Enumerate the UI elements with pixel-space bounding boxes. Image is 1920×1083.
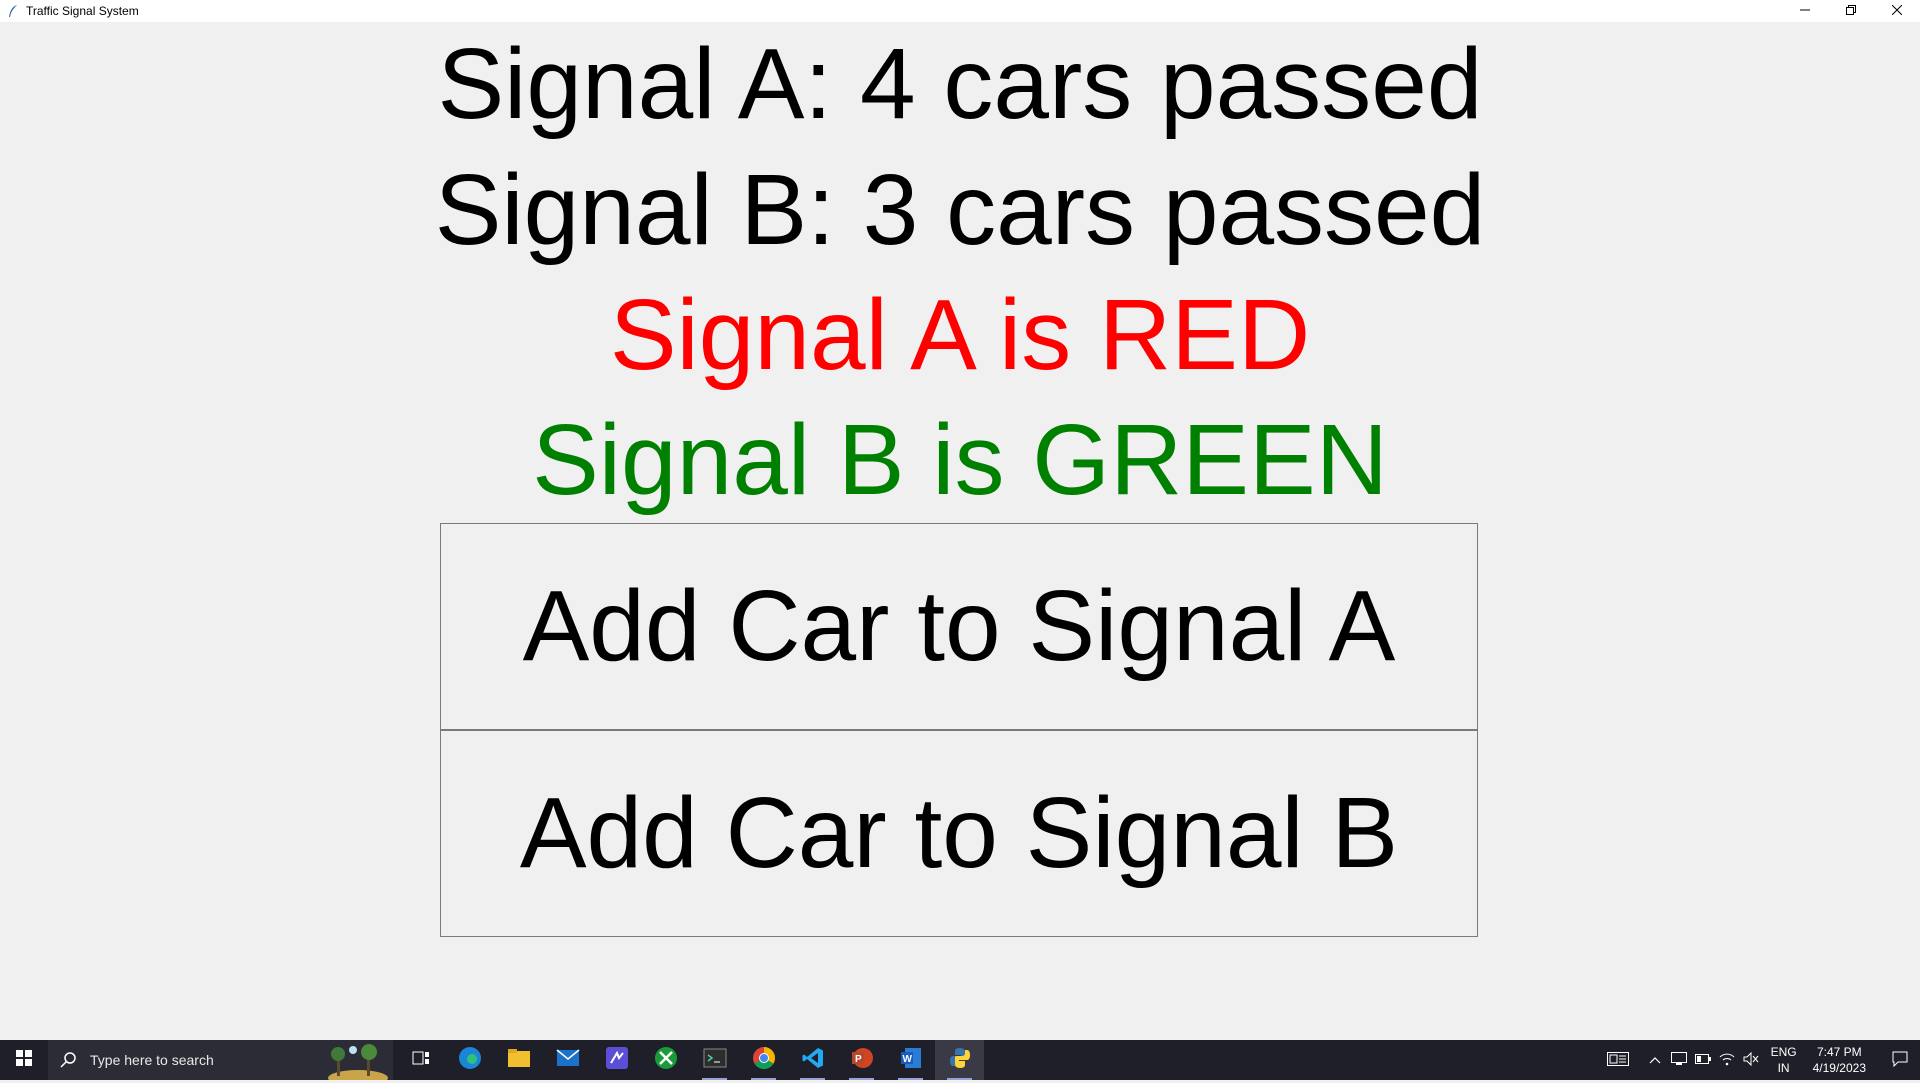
windows-logo-icon bbox=[16, 1050, 32, 1071]
time-label: 7:47 PM bbox=[1816, 1045, 1862, 1059]
task-view-icon bbox=[412, 1050, 430, 1071]
window-controls bbox=[1782, 0, 1920, 22]
close-icon bbox=[1892, 4, 1902, 18]
add-car-signal-b-button[interactable]: Add Car to Signal B bbox=[440, 730, 1478, 937]
word-button[interactable] bbox=[886, 1040, 935, 1080]
title-bar bbox=[0, 0, 1920, 22]
mail-button[interactable] bbox=[543, 1040, 592, 1080]
notifications-button[interactable] bbox=[1880, 1040, 1920, 1080]
battery-icon bbox=[1695, 1053, 1711, 1067]
search-placeholder: Type here to search bbox=[90, 1052, 214, 1068]
system-tray bbox=[1601, 1040, 1920, 1080]
clock[interactable] bbox=[1813, 1044, 1866, 1076]
folder-icon bbox=[507, 1048, 531, 1073]
add-car-signal-a-button[interactable]: Add Car to Signal A bbox=[440, 523, 1478, 730]
task-view-button[interactable] bbox=[396, 1040, 445, 1080]
battery-button[interactable] bbox=[1691, 1040, 1715, 1080]
notification-icon bbox=[1892, 1051, 1908, 1070]
restore-icon bbox=[1846, 4, 1856, 18]
python-button[interactable] bbox=[935, 1040, 984, 1080]
vscode-button[interactable] bbox=[788, 1040, 837, 1080]
close-button[interactable] bbox=[1874, 0, 1920, 22]
volume-muted-icon bbox=[1743, 1052, 1759, 1069]
chrome-icon bbox=[752, 1046, 776, 1075]
device-icon bbox=[1671, 1052, 1687, 1069]
news-widget-button[interactable] bbox=[1601, 1040, 1635, 1080]
device-tray-button[interactable] bbox=[1667, 1040, 1691, 1080]
search-highlight-icon bbox=[323, 1040, 393, 1080]
volume-button[interactable] bbox=[1739, 1040, 1763, 1080]
region-label: IN bbox=[1777, 1061, 1790, 1075]
signal-a-count-label: Signal A: 4 cars passed bbox=[437, 28, 1483, 140]
file-explorer-button[interactable] bbox=[494, 1040, 543, 1080]
feather-icon bbox=[6, 4, 20, 18]
powerpoint-button[interactable] bbox=[837, 1040, 886, 1080]
hidden-icons-button[interactable] bbox=[1643, 1040, 1667, 1080]
xbox-button[interactable] bbox=[641, 1040, 690, 1080]
restore-button[interactable] bbox=[1828, 0, 1874, 22]
signal-b-status-label: Signal B is GREEN bbox=[532, 404, 1388, 516]
chrome-button[interactable] bbox=[739, 1040, 788, 1080]
start-button[interactable] bbox=[0, 1040, 48, 1080]
taskbar-apps bbox=[396, 1040, 984, 1080]
language-label: ENG bbox=[1770, 1045, 1797, 1059]
svg-text:P: P bbox=[854, 1053, 862, 1065]
terminal-button[interactable] bbox=[690, 1040, 739, 1080]
signal-a-status-label: Signal A is RED bbox=[609, 279, 1311, 391]
powerpoint-icon bbox=[850, 1046, 874, 1075]
window-title: Traffic Signal System bbox=[26, 4, 139, 18]
chevron-up-icon bbox=[1649, 1053, 1661, 1067]
python-icon bbox=[948, 1046, 972, 1075]
network-button[interactable] bbox=[1715, 1040, 1739, 1080]
minimize-icon bbox=[1800, 4, 1810, 18]
svg-text:W: W bbox=[902, 1053, 912, 1065]
language-indicator[interactable] bbox=[1771, 1044, 1797, 1076]
vscode-icon bbox=[801, 1046, 825, 1075]
visual-studio-icon bbox=[605, 1046, 629, 1075]
xbox-icon bbox=[654, 1046, 678, 1075]
search-icon bbox=[60, 1052, 80, 1068]
visual-studio-button[interactable] bbox=[592, 1040, 641, 1080]
word-icon bbox=[899, 1046, 923, 1075]
date-label: 4/19/2023 bbox=[1812, 1061, 1866, 1075]
edge-button[interactable] bbox=[445, 1040, 494, 1080]
taskbar bbox=[0, 1040, 1920, 1080]
signal-b-count-label: Signal B: 3 cars passed bbox=[434, 154, 1486, 266]
edge-icon bbox=[458, 1046, 482, 1075]
taskbar-search[interactable] bbox=[48, 1040, 393, 1080]
terminal-icon bbox=[703, 1048, 727, 1073]
minimize-button[interactable] bbox=[1782, 0, 1828, 22]
news-icon bbox=[1607, 1052, 1629, 1069]
mail-icon bbox=[556, 1049, 580, 1072]
wifi-icon bbox=[1719, 1052, 1735, 1069]
